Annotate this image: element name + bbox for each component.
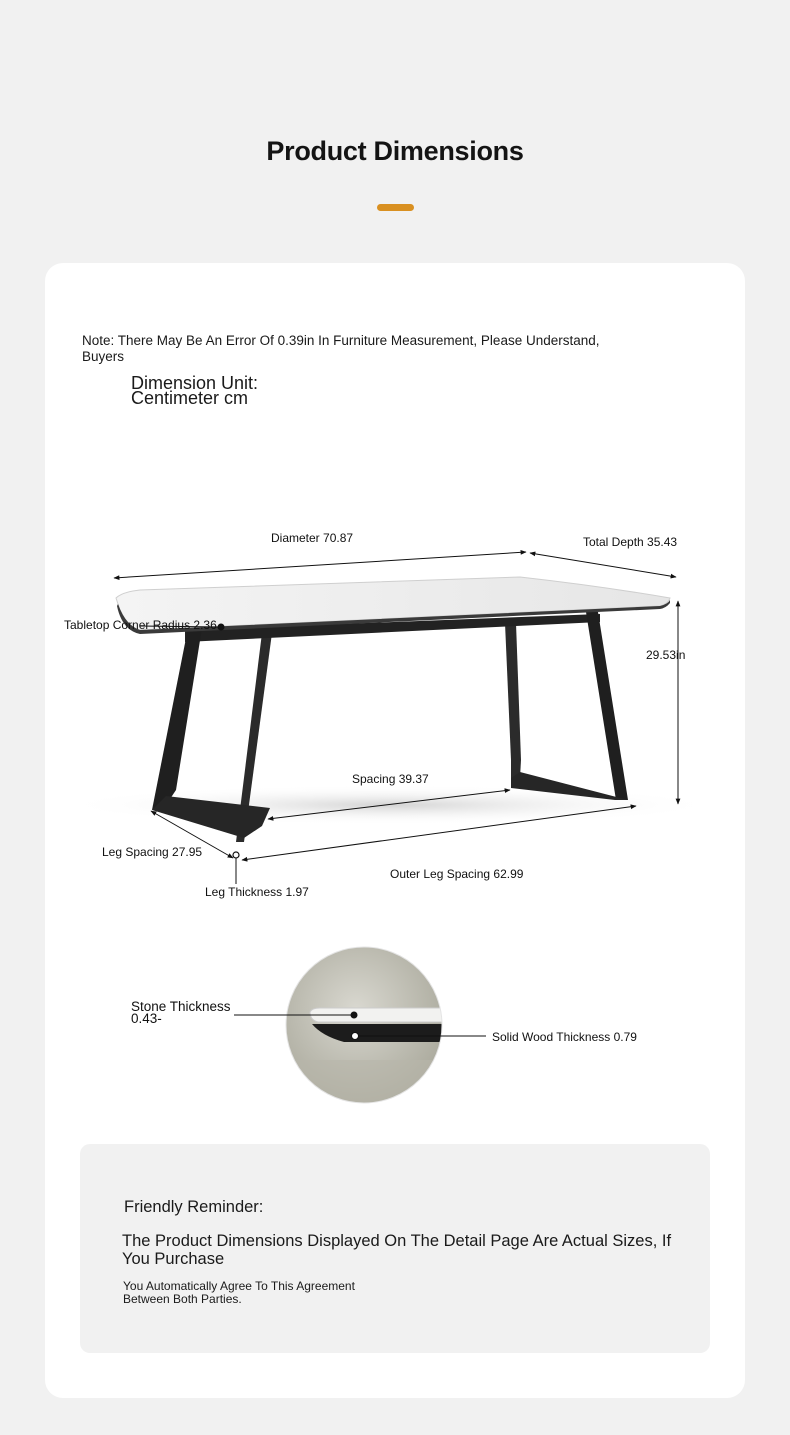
measurement-note: Note: There May Be An Error Of 0.39in In Furniture Measurement, Please Understand, Buyers <box>82 333 600 364</box>
corner-radius-dot <box>218 624 225 631</box>
page-title: Product Dimensions <box>266 136 524 166</box>
back-right-leg <box>505 623 521 760</box>
total-depth-label: Total Depth 35.43 <box>583 535 678 549</box>
leg-thickness-dot <box>233 852 239 858</box>
diameter-arrow <box>114 552 526 578</box>
reminder-body: The Product Dimensions Displayed On The Detail Page Are Actual Sizes, If You Purchase <box>122 1232 672 1268</box>
reminder-agreement: You Automatically Agree To This Agreement Between Both Parties. <box>123 1279 355 1306</box>
total-depth-arrow <box>530 553 676 577</box>
stone-thickness-label-line2: 0.43- <box>131 1011 162 1026</box>
front-left-leg <box>152 628 202 810</box>
leg-spacing-label: Leg Spacing 27.95 <box>102 845 203 859</box>
corner-radius-label: Tabletop Corner Radius 2.36 <box>64 618 217 632</box>
reminder-title: Friendly Reminder: <box>124 1198 264 1216</box>
height-label: 29.53in <box>646 648 686 662</box>
solid-wood-thickness-label: Solid Wood Thickness 0.79 <box>492 1030 637 1044</box>
dimension-unit-value: Centimeter cm <box>131 388 249 408</box>
thickness-detail-closeup <box>286 947 442 1103</box>
stone-thickness-dot <box>351 1012 358 1019</box>
solid-wood-dot <box>352 1033 359 1040</box>
diameter-label: Diameter 70.87 <box>271 531 354 545</box>
dimension-unit-label: Dimension Unit: <box>131 373 259 393</box>
front-right-leg <box>586 612 628 800</box>
leg-thickness-label: Leg Thickness 1.97 <box>205 885 309 899</box>
stone-thickness-label <box>131 1001 231 1025</box>
spacing-label: Spacing 39.37 <box>352 772 429 786</box>
outer-leg-spacing-label: Outer Leg Spacing 62.99 <box>390 867 524 881</box>
stone-thickness-label-line1: Stone Thickness <box>131 999 231 1014</box>
